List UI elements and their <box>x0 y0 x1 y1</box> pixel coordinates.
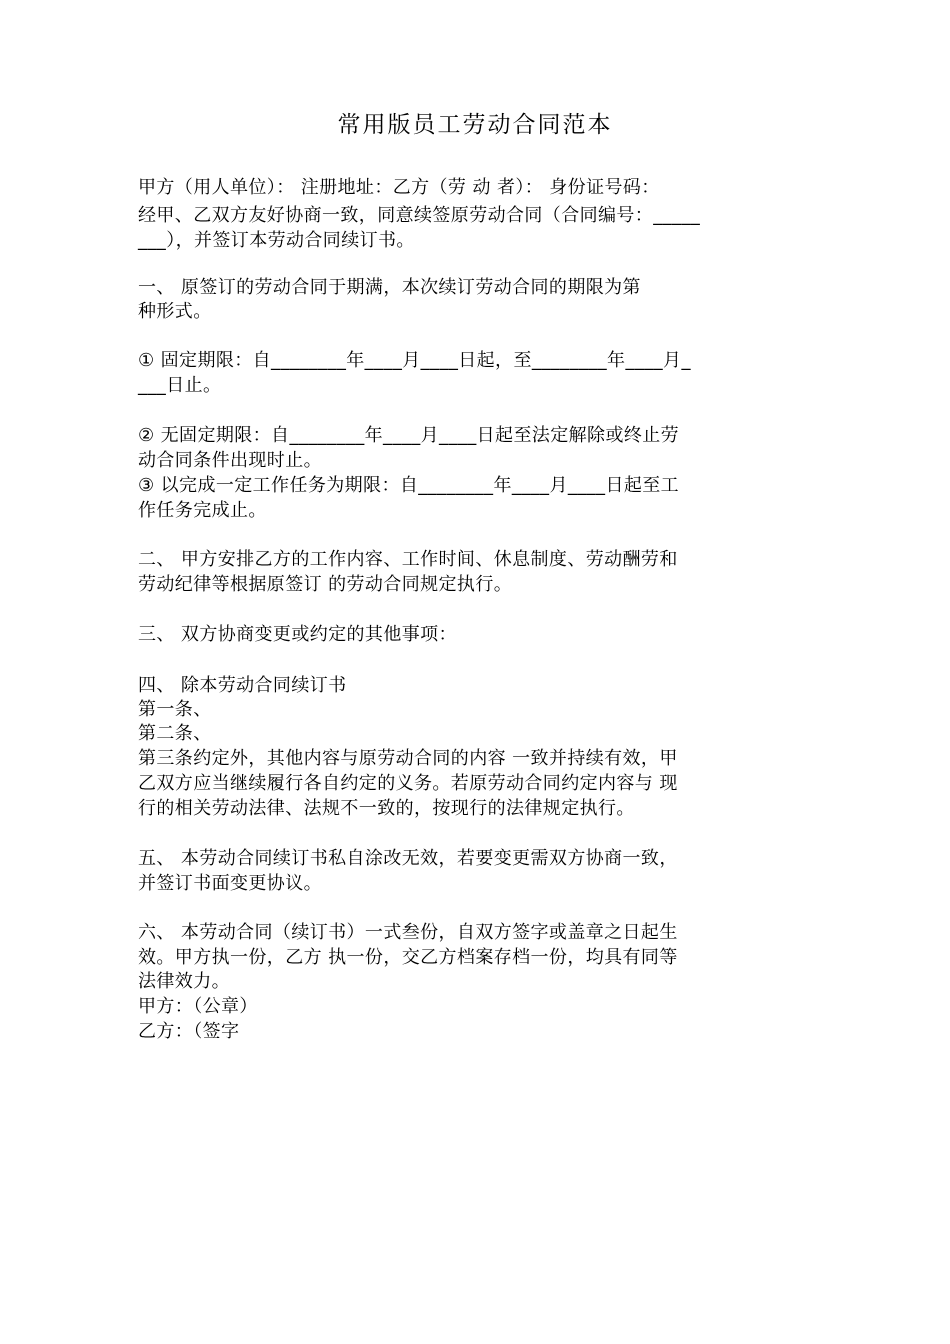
option-2-line-1: ② 无固定期限：自________年____月____日起至法定解除或终止劳 <box>138 425 680 446</box>
option-1-line-2: ___日止。 <box>138 375 222 396</box>
document-title: 常用版员工劳动合同范本 <box>337 112 613 138</box>
clause-1-line-2: 种形式。 <box>138 301 212 322</box>
clause-3-line: 三、 双方协商变更或约定的其他事项： <box>138 624 457 645</box>
party-a-signature-line: 甲方：（公章） <box>138 996 258 1017</box>
clause-1-line-1: 一、 原签订的劳动合同于期满，本次续订劳动合同的期限为第 <box>138 277 641 298</box>
option-3-line-2: 作任务完成止。 <box>138 500 267 521</box>
clause-6-line-3: 法律效力。 <box>138 971 230 992</box>
clause-5-line-1: 五、 本劳动合同续订书私自涂改无效，若要变更需双方协商一致， <box>138 848 678 869</box>
option-1-line-1: ① 固定期限：自________年____月____日起，至________年____月_ <box>138 350 691 371</box>
option-2-line-2: 动合同条件出现时止。 <box>138 450 322 471</box>
clause-6-line-1: 六、 本劳动合同（续订书）一式叁份，自双方签字或盖章之日起生 <box>138 922 678 943</box>
article-3-line-3: 行的相关劳动法律、法规不一致的，按现行的法律规定执行。 <box>138 798 635 819</box>
option-3-line-1: ③ 以完成一定工作任务为期限：自________年____月____日起至工 <box>138 475 680 496</box>
party-b-signature-line: 乙方：（签字 <box>138 1021 240 1042</box>
clause-2-line-2: 劳动纪律等根据原签订 的劳动合同规定执行。 <box>138 574 513 595</box>
intro-line-2: ___），并签订本劳动合同续订书。 <box>138 230 415 251</box>
clause-6-line-2: 效。甲方执一份，乙方 执一份，交乙方档案存档一份，均具有同等 <box>138 947 678 968</box>
article-1-line: 第一条、 <box>138 699 212 720</box>
clause-2-line-1: 二、 甲方安排乙方的工作内容、工作时间、休息制度、劳动酬劳和 <box>138 549 678 570</box>
party-info-line: 甲方（用人单位）： 注册地址：乙方（劳 动 者）： 身份证号码： <box>138 177 660 198</box>
clause-5-line-2: 并签订书面变更协议。 <box>138 873 322 894</box>
intro-line-1: 经甲、乙双方友好协商一致，同意续签原劳动合同（合同编号：_____ <box>138 205 701 226</box>
article-2-line: 第二条、 <box>138 723 212 744</box>
clause-4-line-1: 四、 除本劳动合同续订书 <box>138 675 347 696</box>
article-3-line-1: 第三条约定外，其他内容与原劳动合同的内容 一致并持续有效，甲 <box>138 748 678 769</box>
article-3-line-2: 乙双方应当继续履行各自约定的义务。若原劳动合同约定内容与 现 <box>138 773 678 794</box>
